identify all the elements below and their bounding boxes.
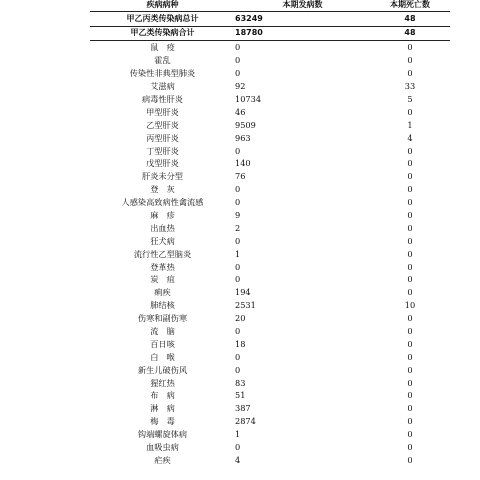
cases-count: 0 xyxy=(235,326,241,337)
deaths-count: 0 xyxy=(407,351,413,362)
deaths-count: 0 xyxy=(407,248,413,259)
disease-name: 钩端螺旋体病 xyxy=(137,429,188,440)
deaths-count: 0 xyxy=(407,235,413,246)
table-row xyxy=(90,402,450,415)
total-row-class-ab xyxy=(90,26,450,41)
disease-name: 丙型肝炎 xyxy=(146,132,179,143)
table-row xyxy=(90,118,450,131)
table-row xyxy=(90,54,450,67)
disease-name: 病毒性肝炎 xyxy=(142,94,183,104)
table-row xyxy=(90,428,450,441)
deaths-count: 4 xyxy=(407,132,413,143)
disease-name: 戊型肝炎 xyxy=(146,158,179,169)
disease-name: 肺结核 xyxy=(150,300,175,311)
disease-name: 鼠 疫 xyxy=(150,42,175,53)
table-row xyxy=(90,247,450,260)
total-name: 甲乙类传染病合计 xyxy=(90,26,235,41)
cases-count: 140 xyxy=(235,158,251,169)
table-row xyxy=(90,131,450,144)
cases-count: 18 xyxy=(235,338,246,349)
disease-name: 猩红热 xyxy=(150,377,175,388)
deaths-count: 0 xyxy=(407,390,413,401)
deaths-count: 0 xyxy=(407,158,413,169)
table-row xyxy=(90,157,450,170)
deaths-count: 33 xyxy=(404,81,416,92)
table-row xyxy=(90,183,450,196)
deaths-count: 0 xyxy=(407,326,413,337)
total-name: 甲乙丙类传染病总计 xyxy=(90,12,235,27)
table-row xyxy=(90,286,450,299)
deaths-count: 0 xyxy=(407,364,413,375)
table-row xyxy=(90,234,450,247)
table-row xyxy=(90,350,450,363)
cases-count: 1 xyxy=(235,248,241,259)
header-cases: 本期发病数 xyxy=(235,0,370,12)
table-row xyxy=(90,454,450,467)
disease-name: 人感染高致病性禽流感 xyxy=(121,197,204,208)
table-row xyxy=(90,93,450,106)
deaths-count: 0 xyxy=(407,197,413,208)
disease-name: 甲型肝炎 xyxy=(146,106,179,117)
disease-name: 丁型肝炎 xyxy=(146,145,179,156)
cases-count: 963 xyxy=(235,132,251,143)
table-row xyxy=(90,376,450,389)
disease-name: 麻 疹 xyxy=(150,210,175,221)
deaths-count: 0 xyxy=(407,106,413,117)
cases-count: 51 xyxy=(235,390,246,401)
table-row xyxy=(90,273,450,286)
disease-name: 乙型肝炎 xyxy=(146,119,179,130)
cases-count: 20 xyxy=(235,313,246,324)
table-row xyxy=(90,415,450,428)
deaths-count: 1 xyxy=(407,119,413,130)
deaths-count: 0 xyxy=(407,377,413,388)
disease-report-table xyxy=(90,0,450,466)
disease-name: 疟疾 xyxy=(154,454,171,465)
cases-count: 92 xyxy=(235,81,246,92)
deaths-count: 0 xyxy=(407,55,413,66)
disease-name: 炭 疽 xyxy=(150,274,175,285)
disease-name: 淋 病 xyxy=(150,403,175,414)
deaths-count: 0 xyxy=(407,442,413,453)
disease-name: 血吸虫病 xyxy=(146,442,179,453)
table-row xyxy=(90,144,450,157)
cases-count: 83 xyxy=(235,377,246,388)
cases-count: 2531 xyxy=(235,300,256,311)
cases-count: 0 xyxy=(235,68,241,79)
table-row xyxy=(90,337,450,350)
cases-count: 0 xyxy=(235,197,241,208)
deaths-count: 10 xyxy=(404,300,416,311)
deaths-count: 0 xyxy=(407,145,413,156)
deaths-count: 0 xyxy=(407,261,413,272)
disease-name: 伤寒和副伤寒 xyxy=(137,313,188,324)
cases-count: 0 xyxy=(235,235,241,246)
total-cases: 63249 xyxy=(235,12,370,27)
deaths-count: 0 xyxy=(407,429,413,440)
header-row xyxy=(90,0,450,12)
deaths-count: 0 xyxy=(407,171,413,182)
cases-count: 0 xyxy=(235,145,241,156)
table-row xyxy=(90,67,450,80)
deaths-count: 0 xyxy=(407,222,413,233)
disease-name: 流 脑 xyxy=(150,326,175,337)
deaths-count: 0 xyxy=(407,184,413,195)
cases-count: 4 xyxy=(235,454,241,465)
disease-name: 梅 毒 xyxy=(150,416,175,427)
deaths-count: 0 xyxy=(407,274,413,285)
table-row xyxy=(90,260,450,273)
deaths-count: 5 xyxy=(407,94,413,104)
table-row xyxy=(90,312,450,325)
total-row-all xyxy=(90,12,450,27)
cases-count: 387 xyxy=(235,403,251,414)
table-body xyxy=(90,12,450,467)
cases-count: 76 xyxy=(235,171,246,182)
table-row xyxy=(90,221,450,234)
table-header xyxy=(90,0,450,12)
total-deaths: 48 xyxy=(370,26,450,41)
table-row xyxy=(90,80,450,93)
cases-count: 0 xyxy=(235,184,241,195)
cases-count: 46 xyxy=(235,106,246,117)
deaths-count: 0 xyxy=(407,416,413,427)
table-row xyxy=(90,196,450,209)
disease-name: 传染性非典型肺炎 xyxy=(129,68,196,79)
cases-count: 194 xyxy=(235,287,251,298)
header-deaths: 本期死亡数 xyxy=(370,0,450,12)
deaths-count: 0 xyxy=(407,287,413,298)
table-row xyxy=(90,41,450,54)
cases-count: 2874 xyxy=(235,416,256,427)
table-row xyxy=(90,363,450,376)
deaths-count: 0 xyxy=(407,403,413,414)
deaths-count: 0 xyxy=(407,42,413,53)
disease-name: 艾滋病 xyxy=(150,81,175,92)
cases-count: 0 xyxy=(235,42,241,53)
disease-name: 出血热 xyxy=(150,222,175,233)
table-row xyxy=(90,389,450,402)
disease-name: 新生儿破伤风 xyxy=(137,364,188,375)
cases-count: 0 xyxy=(235,364,241,375)
deaths-count: 0 xyxy=(407,313,413,324)
disease-name: 登革热 xyxy=(150,261,175,272)
disease-name: 白 喉 xyxy=(150,351,175,362)
disease-name: 霍乱 xyxy=(154,55,171,66)
total-cases: 18780 xyxy=(235,26,370,41)
deaths-count: 0 xyxy=(407,68,413,79)
disease-name: 百日咳 xyxy=(150,338,175,349)
disease-name: 狂犬病 xyxy=(150,235,175,246)
disease-name: 肝炎未分型 xyxy=(142,171,183,182)
table-row xyxy=(90,299,450,312)
disease-name: 痢疾 xyxy=(154,287,171,298)
cases-count: 9509 xyxy=(235,119,256,130)
cases-count: 0 xyxy=(235,274,241,285)
table-row xyxy=(90,105,450,118)
deaths-count: 0 xyxy=(407,454,413,465)
cases-count: 0 xyxy=(235,351,241,362)
deaths-count: 0 xyxy=(407,210,413,221)
disease-name: 登 灰 xyxy=(150,184,175,195)
cases-count: 0 xyxy=(235,442,241,453)
total-deaths: 48 xyxy=(370,12,450,27)
disease-name: 布 病 xyxy=(150,390,175,401)
disease-name: 流行性乙型脑炎 xyxy=(133,248,192,259)
table-row xyxy=(90,325,450,338)
cases-count: 10734 xyxy=(235,94,262,104)
cases-count: 0 xyxy=(235,55,241,66)
cases-count: 1 xyxy=(235,429,241,440)
cases-count: 0 xyxy=(235,261,241,272)
cases-count: 9 xyxy=(235,210,241,221)
table-row xyxy=(90,170,450,183)
table-row xyxy=(90,441,450,454)
cases-count: 2 xyxy=(235,222,241,233)
table-row xyxy=(90,209,450,222)
header-disease: 疾病病种 xyxy=(90,0,235,12)
deaths-count: 0 xyxy=(407,338,413,349)
